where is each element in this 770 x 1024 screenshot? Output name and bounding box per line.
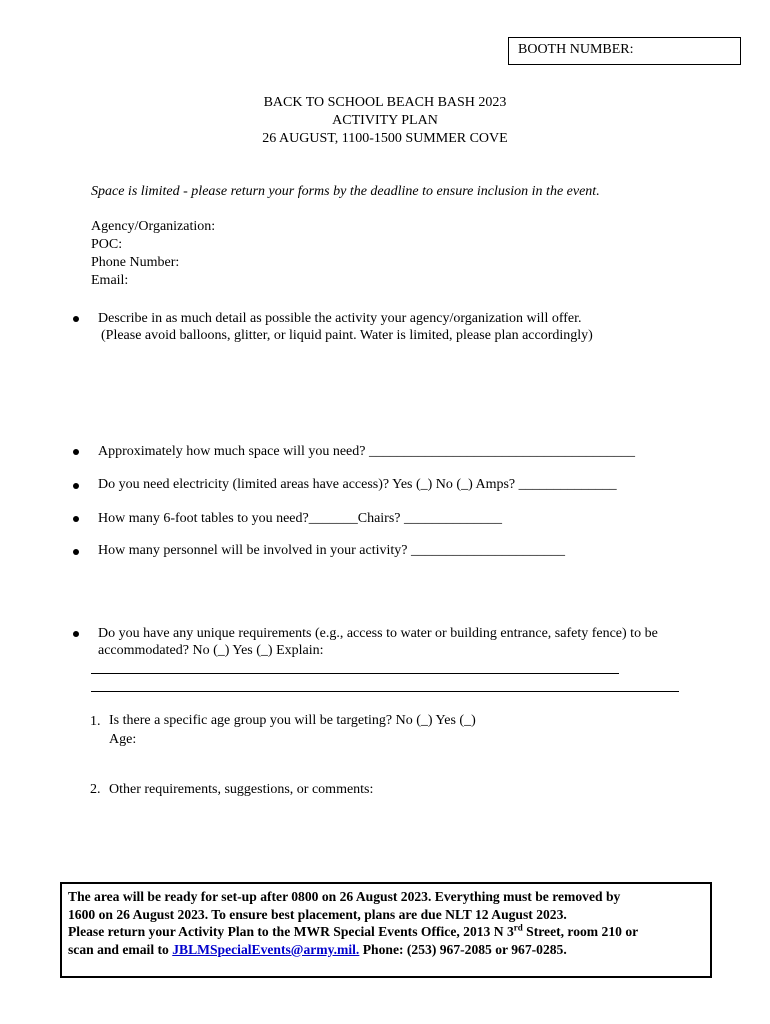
- electricity-question: Do you need electricity (limited areas have access)? Yes (_) No (_) Amps? ______________: [98, 477, 617, 492]
- setup-time-text: The area will be ready for set-up after 0800 on 26 August 2023. Everything must be removed by: [68, 889, 621, 904]
- comments-question: Other requirements, suggestions, or comments:: [109, 782, 374, 797]
- tables-chairs-question: How many 6-foot tables to you need?_______Chairs? ______________: [98, 511, 502, 526]
- deadline-notice: Space is limited - please return your forms by the deadline to ensure inclusion in the event.: [91, 184, 600, 199]
- describe-activity-note: (Please avoid balloons, glitter, or liquid paint. Water is limited, please plan accordingly): [101, 328, 593, 343]
- event-title: BACK TO SCHOOL BEACH BASH 2023: [263, 95, 507, 110]
- age-label: Age:: [109, 732, 137, 747]
- email-label: Email:: [91, 273, 129, 288]
- removal-deadline-text: 1600 on 26 August 2023. To ensure best placement, plans are due NLT 12 August 2023.: [68, 906, 567, 922]
- event-date-location: 26 AUGUST, 1100-1500 SUMMER COVE: [262, 131, 508, 146]
- poc-label: POC:: [91, 237, 123, 252]
- bullet-icon: [73, 316, 79, 322]
- bullet-icon: [73, 516, 79, 522]
- booth-number-box: [508, 37, 741, 65]
- setup-instructions-box: [60, 882, 712, 978]
- space-question: Approximately how much space will you need? ______________________________________: [98, 444, 635, 459]
- bullet-icon: [73, 449, 79, 455]
- unique-requirements-question: Do you have any unique requirements (e.g., access to water or building entrance, safety fence) to be: [98, 626, 658, 641]
- agency-label: Agency/Organization:: [91, 219, 216, 234]
- email-link[interactable]: JBLMSpecialEvents@army.mil.: [172, 941, 360, 957]
- explain-answer-line: [91, 691, 679, 692]
- bullet-icon: [73, 549, 79, 555]
- personnel-question: How many personnel will be involved in your activity? ______________________: [98, 543, 565, 558]
- age-group-question: Is there a specific age group you will be targeting? No (_) Yes (_): [109, 713, 476, 728]
- unique-requirements-options: accommodated? No (_) Yes (_) Explain:: [98, 643, 324, 658]
- bullet-icon: [73, 483, 79, 489]
- document-title: ACTIVITY PLAN: [332, 113, 438, 128]
- bullet-icon: [73, 631, 79, 637]
- booth-number-label: BOOTH NUMBER:: [518, 42, 634, 57]
- explain-answer-line: [91, 673, 619, 674]
- age-group-question-number: 1.: [90, 714, 101, 729]
- return-instructions-text: Please return your Activity Plan to the MWR Special Events Office, 2013 N 3rd Street, room 210 or: [68, 922, 639, 939]
- phone-label: Phone Number:: [91, 255, 180, 270]
- ordinal-suffix: rd: [513, 922, 523, 933]
- contact-info-text: scan and email to JBLMSpecialEvents@army.mil. Phone: (253) 967-2085 or 967-0285.: [68, 941, 567, 957]
- describe-activity-question: Describe in as much detail as possible the activity your agency/organization will offer.: [98, 311, 582, 326]
- comments-question-number: 2.: [90, 782, 101, 797]
